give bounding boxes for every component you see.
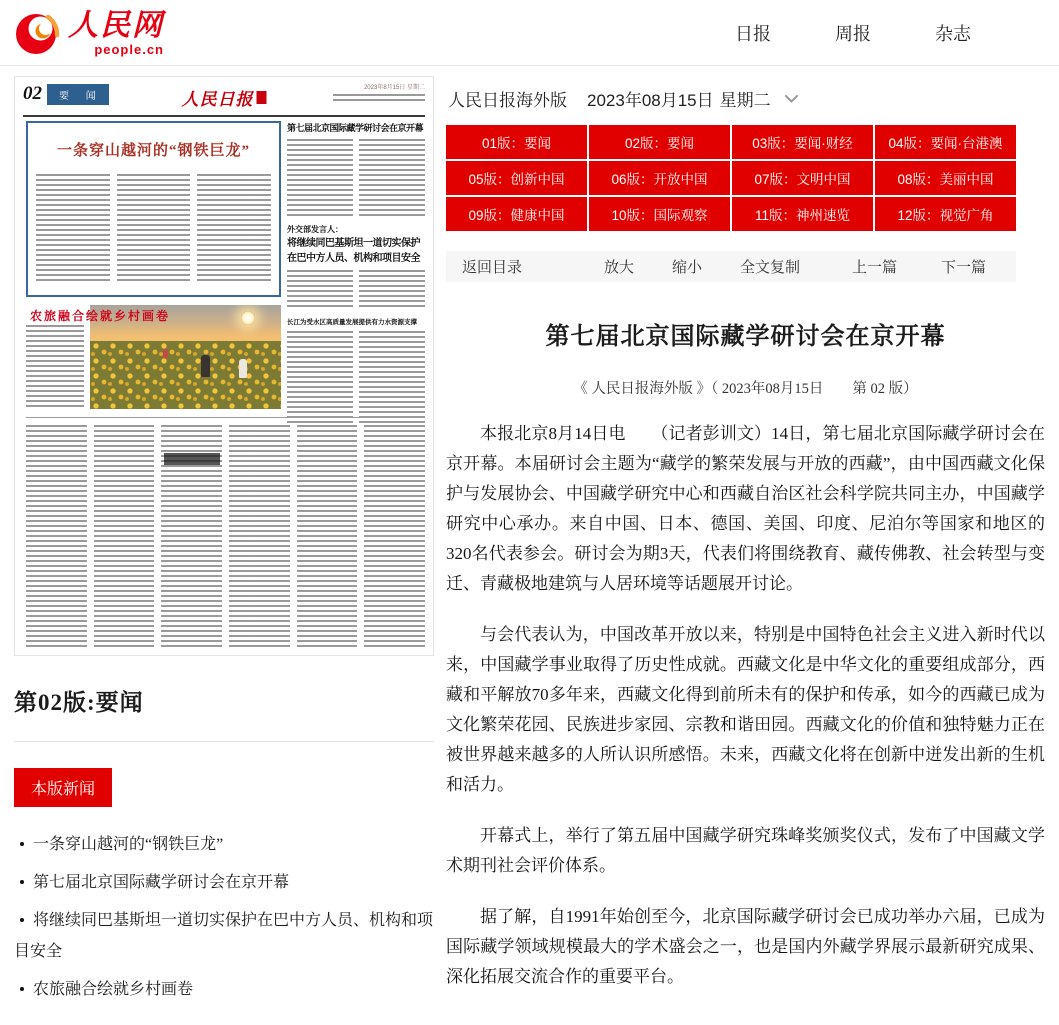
article-paragraph: 开幕式上，举行了第五届中国藏学研究珠峰奖颁奖仪式，发布了中国藏文学术期刊社会评价体系。: [446, 826, 1045, 875]
thumb-headline-changjiang: 长江为受水区高质量发展提供有力水资源支撑: [287, 319, 417, 326]
edition-link-04[interactable]: 04版：要闻·台港澳: [875, 125, 1016, 159]
edition-link-08[interactable]: 08版：美丽中国: [875, 161, 1016, 195]
thumb-section-tag: 要 闻: [47, 84, 109, 105]
simulated-text-column: [364, 425, 425, 647]
photo-sun: [241, 311, 255, 325]
thumb-page-no-text: 02: [23, 83, 42, 104]
nav-magazine[interactable]: 杂志: [935, 23, 971, 44]
edition-link-09[interactable]: 09版：健康中国: [446, 197, 587, 231]
simulated-text-column: [359, 139, 425, 217]
edition-grid: [446, 125, 1016, 231]
zoom-out-button[interactable]: 缩小: [672, 259, 703, 276]
issue-selector[interactable]: [446, 76, 1045, 125]
peoplecn-logo[interactable]: [14, 10, 164, 56]
thumb-bottom-section: [26, 425, 425, 647]
bullet-icon: [20, 918, 24, 922]
issue-date: 2023年08月15日: [587, 91, 714, 110]
photo-person: [163, 349, 168, 358]
thumb-photo-article: [26, 305, 281, 411]
prev-article-button[interactable]: 上一篇: [851, 259, 897, 276]
thumb-issue-info: 2023年8月15日 星期二: [333, 84, 425, 102]
simulated-text-column: [287, 270, 353, 310]
simulated-text-column: [287, 139, 353, 217]
article-paragraph: 与会代表认为，中国改革开放以来，特别是中国特色社会主义进入新时代以来，中国藏学事业取得了历史性成就。西藏文化是中华文化的重要组成部分，西藏和平解放70多年来，西藏文化得到前所未有的保护和传承，如今的西藏已成为文化繁荣花园、民族进步家园、宗教和谐田园。西藏文化的价值和独特魅力正在被世界越来越多的人所认识所感悟。未来，西藏文化将在创新中迸发出新的生机和活力。: [446, 625, 1045, 794]
page-title: 第02版:要闻: [14, 690, 144, 715]
main-column: [446, 76, 1045, 1005]
thumb-photo-headline: 农旅融合绘就乡村画卷: [30, 309, 171, 323]
simulated-text-column: [36, 174, 110, 282]
peoplecn-logo-icon: [14, 10, 60, 56]
thumb-page-body: [15, 117, 434, 655]
edition-link-03[interactable]: 03版：要闻·财经: [732, 125, 873, 159]
nav-weekly[interactable]: 周报: [835, 23, 871, 44]
site-header: [0, 0, 1059, 66]
simulated-text-column: [197, 174, 271, 282]
news-list-item[interactable]: 将继续同巴基斯坦一道切实保护在巴中方人员、机构和项目安全: [14, 912, 434, 960]
thumb-lead-article-box: [26, 121, 281, 297]
next-article-button[interactable]: 下一篇: [940, 259, 986, 276]
simulated-text-line: [333, 94, 425, 102]
back-to-contents-button[interactable]: 返回目录: [462, 259, 523, 276]
thumb-headline-tibetology: 第七届北京国际藏学研讨会在京开幕: [287, 123, 424, 133]
article-paragraph: 据了解，自1991年始创至今，北京国际藏学研讨会已成功举办六届，已成为国际藏学领域规模最大的学术盛会之一，也是国内外藏学界展示最新研究成果、深化拓展交流合作的重要平台。: [446, 907, 1045, 986]
photo-person: [201, 355, 210, 377]
news-list: [14, 829, 434, 1005]
edition-link-06[interactable]: 06版：开放中国: [589, 161, 730, 195]
thumb-masthead-box: [257, 91, 267, 104]
simulated-text-column: [359, 270, 425, 310]
simulated-text-column: [26, 425, 87, 647]
simulated-text-column: [94, 425, 155, 647]
copy-all-button[interactable]: 全文复制: [740, 259, 801, 276]
photo-sunflower-field: [90, 341, 281, 409]
simulated-text-column: [26, 325, 84, 409]
simulated-text-column: [287, 331, 353, 426]
divider: [14, 741, 434, 742]
news-list-item[interactable]: 第七届北京国际藏学研讨会在京开幕: [14, 867, 434, 898]
nav-daily[interactable]: 日报: [735, 23, 771, 44]
zoom-in-button[interactable]: 放大: [604, 259, 635, 276]
thumb-headline-pakistan-1: 将继续同巴基斯坦一道切实保护: [287, 238, 420, 249]
photo-person: [239, 359, 247, 378]
logo-text-en: people.cn: [94, 41, 164, 57]
thumb-page-header: [15, 77, 433, 115]
simulated-subhead: [164, 453, 220, 465]
thumb-section-rule: [26, 417, 425, 418]
logo-text-cn: 人民网: [68, 8, 164, 42]
issue-label: 人民日报海外版: [448, 91, 567, 110]
thumb-right-column: [287, 121, 425, 426]
section-badge: 本版新闻: [14, 768, 112, 807]
newspaper-thumbnail[interactable]: [14, 76, 434, 656]
chevron-down-icon[interactable]: [785, 95, 798, 103]
edition-link-12[interactable]: 12版：视觉广角: [875, 197, 1016, 231]
edition-link-10[interactable]: 10版：国际观察: [589, 197, 730, 231]
bullet-icon: [20, 880, 24, 884]
thumb-kicker: 外交部发言人：: [287, 225, 343, 234]
edition-link-02[interactable]: 02版：要闻: [589, 125, 730, 159]
thumb-page-number: [23, 83, 109, 105]
simulated-text-column: [297, 425, 358, 647]
thumb-lead-headline: 一条穿山越河的“钢铁巨龙”: [56, 143, 250, 159]
article-toolbar: [446, 251, 1016, 282]
article-source-line: 《 人民日报海外版 》（ 2023年08月15日 第 02 版）: [573, 381, 918, 397]
bullet-icon: [20, 987, 24, 991]
simulated-text-column: [229, 425, 290, 647]
article-title: 第七届北京国际藏学研讨会在京开幕: [545, 323, 946, 350]
thumb-headline-pakistan-2: 在巴中方人员、机构和项目安全: [287, 253, 420, 264]
news-list-item[interactable]: 农旅融合绘就乡村画卷: [14, 974, 434, 1005]
news-list-item[interactable]: 一条穿山越河的“钢铁巨龙”: [14, 829, 434, 860]
edition-link-11[interactable]: 11版：神州速览: [732, 197, 873, 231]
simulated-text-column: [117, 174, 191, 282]
edition-link-07[interactable]: 07版：文明中国: [732, 161, 873, 195]
issue-weekday: 星期二: [719, 91, 771, 110]
simulated-text-column: [359, 331, 425, 426]
article-paragraph: 本报北京8月14日电 （记者彭训文）14日，第七届北京国际藏学研讨会在京开幕。本届研讨会主题为“藏学的繁荣发展与开放的西藏”，由中国西藏文化保护与发展协会、中国藏学研究中心和西藏自治区社会科学院共同主办，中国藏学研究中心承办。来自中国、日本、德国、美国、印度、尼泊尔等国家和地区的320名代表参会。研讨会为期3天，代表们将围绕教育、藏传佛教、社会转型与变迁、青藏极地建筑与人居环境等话题展开讨论。: [446, 424, 1045, 593]
edition-link-01[interactable]: 01版：要闻: [446, 125, 587, 159]
top-nav: [735, 20, 1045, 46]
simulated-text-column: [161, 425, 222, 647]
article-body: [446, 419, 1045, 992]
sidebar: [14, 76, 434, 1005]
edition-link-05[interactable]: 05版：创新中国: [446, 161, 587, 195]
bullet-icon: [20, 842, 24, 846]
thumb-masthead: 人民日报: [182, 85, 267, 110]
